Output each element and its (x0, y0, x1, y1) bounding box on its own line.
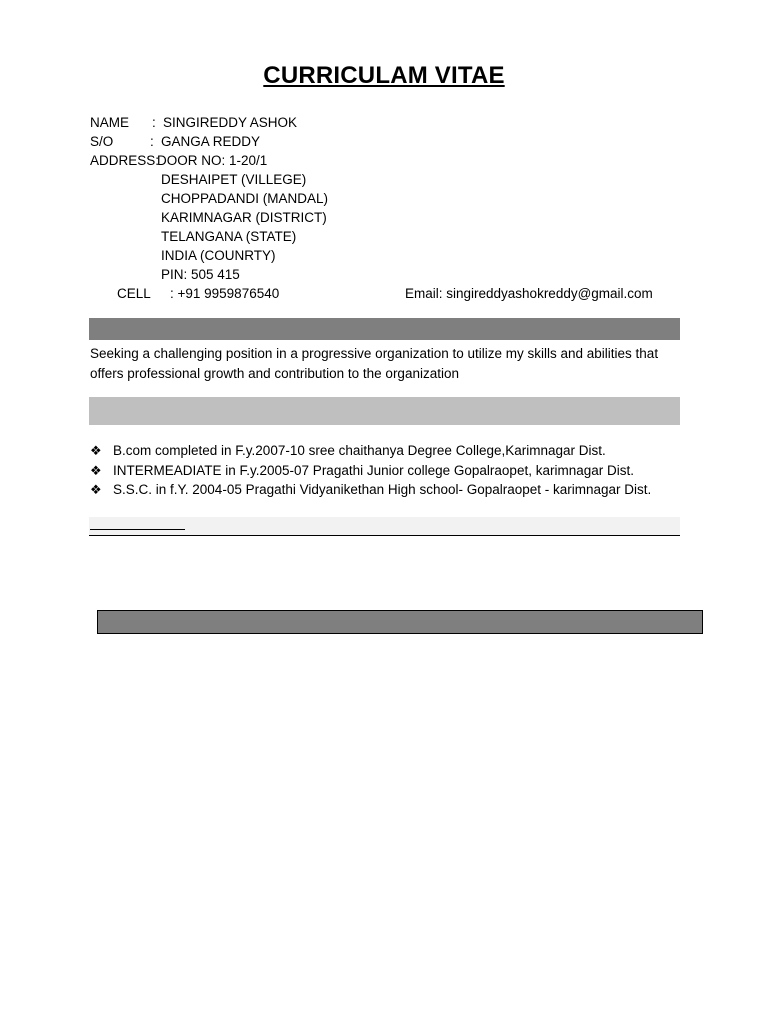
cell-label: CELL (117, 286, 151, 301)
address-label: ADDRESS: (90, 153, 160, 168)
diamond-bullet-icon: ❖ (90, 443, 102, 458)
address-line: INDIA (COUNRTY) (161, 248, 276, 263)
education-text: INTERMEADIATE in F.y.2005-07 Pragathi Junior college Gopalraopet, karimnagar Dist. (113, 462, 634, 478)
cell-value: : +91 9959876540 (170, 286, 280, 301)
address-line: PIN: 505 415 (161, 267, 240, 282)
email-text: Email: singireddyashokreddy@gmail.com (405, 286, 653, 301)
name-separator: : (152, 115, 156, 130)
section-bar-pale (89, 517, 680, 535)
address-line: DESHAIPET (VILLEGE) (161, 172, 307, 187)
diamond-bullet-icon: ❖ (90, 482, 102, 497)
name-label: NAME (90, 115, 130, 130)
diamond-bullet-icon: ❖ (90, 462, 102, 478)
list-item (90, 461, 651, 481)
name-value: SINGIREDDY ASHOK (163, 115, 298, 130)
education-list (90, 441, 651, 500)
address-line: DOOR NO: 1-20/1 (157, 153, 268, 168)
address-line: CHOPPADANDI (MANDAL) (161, 191, 329, 206)
so-value: GANGA REDDY (161, 134, 261, 149)
address-line: KARIMNAGAR (DISTRICT) (161, 210, 327, 225)
education-text: B.com completed in F.y.2007-10 sree chaithanya Degree College,Karimnagar Dist. (113, 443, 606, 458)
list-item (90, 441, 651, 461)
short-divider (90, 529, 185, 530)
section-bar-objective (89, 318, 680, 340)
address-line: TELANGANA (STATE) (161, 229, 297, 244)
so-label: S/O (90, 134, 114, 149)
list-item (90, 480, 651, 500)
section-bar-education (89, 397, 680, 425)
education-text: S.S.C. in f.Y. 2004-05 Pragathi Vidyanikethan High school- Gopalraopet - karimnagar Dist. (113, 482, 652, 497)
page-title: CURRICULAM VITAE (263, 62, 505, 89)
long-divider (89, 535, 680, 536)
section-bar-boxed (97, 610, 703, 634)
so-separator: : (150, 134, 154, 149)
objective-text: Seeking a challenging position in a progressive organization to utilize my skills and abilities that offers professional growth and contribution to the organization (90, 346, 659, 381)
